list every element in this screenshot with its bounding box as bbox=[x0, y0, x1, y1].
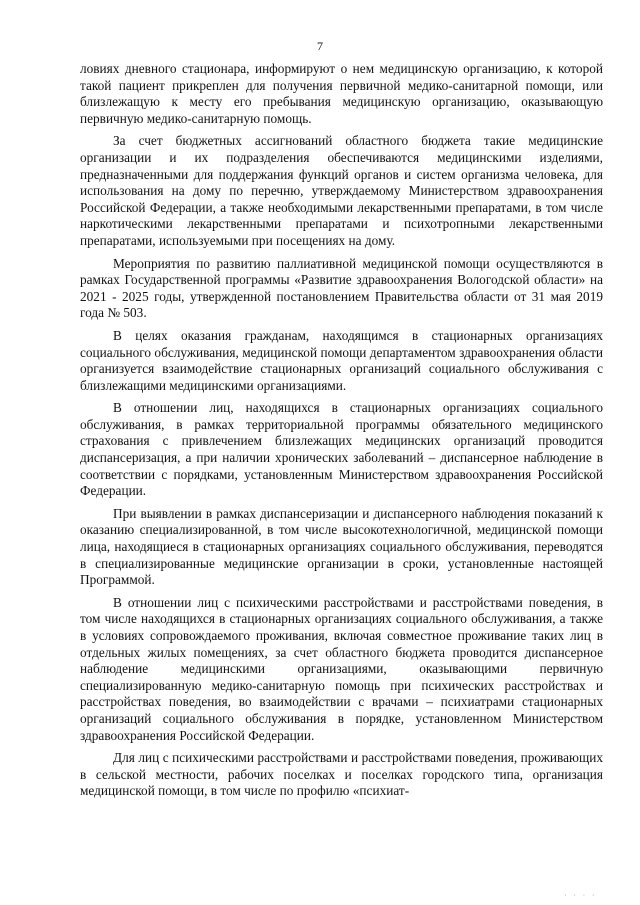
scan-artifact: · · · · bbox=[563, 892, 596, 899]
paragraph-3: Мероприятия по развитию паллиативной медицинской помощи осуществляются в рамках Государственной программы «Развитие здравоохранения Вологодской области» на 2021 - 2025 годы, утвержденной постановлением Правительства области от 31 мая 2019 года № 503. bbox=[80, 255, 603, 321]
paragraph-1: ловиях дневного стационара, информируют о нем медицинскую организацию, к которой такой пациент прикреплен для получения первичной медико-санитарной помощи, или близлежащую к месту его пребывания медицинскую организацию, оказывающую первичную медико-санитарную помощь. bbox=[80, 61, 603, 126]
paragraph-6: При выявлении в рамках диспансеризации и диспансерного наблюдения показаний к оказанию специализированной, в том числе высокотехнологичной, медицинской помощи лица, находящиеся в стационарных организациях социального обслуживания, переводятся в специализированные медицинские организации в сроки, установленные настоящей Программой. bbox=[80, 505, 603, 588]
paragraph-5: В отношении лиц, находящихся в стационарных организациях социального обслуживания, в рамках территориальной программы обязательного медицинского страхования с привлечением близлежащих медицинских организаций проводится диспансеризация, а при наличии хронических заболеваний – диспансерное наблюдение в соответствии с порядками, установленным Министерством здравоохранения Российской Федерации. bbox=[80, 400, 603, 499]
page-number: 7 bbox=[317, 39, 323, 53]
document-body bbox=[80, 61, 603, 806]
paragraph-2: За счет бюджетных ассигнований областного бюджета такие медицинские организации и их подразделения обеспечиваются медицинскими изделиями, предназначенными для поддержания функций органов и систем организма человека, для использования на дому по перечню, утверждаемому Министерством здравоохранения Российской Федерации, а также необходимыми лекарственными препаратами, в том числе наркотическими лекарственными препаратами и психотропными лекарственными препаратами, используемыми при посещениях на дому. bbox=[80, 133, 603, 248]
paragraph-8: Для лиц с психическими расстройствами и расстройствами поведения, проживающих в сельской местности, рабочих поселках и поселках городского типа, организация медицинской помощи, в том числе по профилю «психиат- bbox=[80, 750, 603, 799]
paragraph-4: В целях оказания гражданам, находящимся в стационарных организациях социального обслуживания, медицинской помощи департаментом здравоохранения области организуется взаимодействие стационарных организаций социального обслуживания с близлежащими медицинскими организациями. bbox=[80, 327, 603, 393]
paragraph-7: В отношении лиц с психическими расстройствами и расстройствами поведения, в том числе находящихся в стационарных организациях социального обслуживания, а также в условиях сопровождаемого проживания, включая совместное проживание таких лиц в отдельных жилых помещениях, за счет областного бюджета проводится диспансерное наблюдение медицинскими организациями, оказывающими первичную специализированную медико-санитарную помощь при психических расстройствах и расстройствах поведения, во взаимодействии с врачами – психиатрами стационарных организаций социального обслуживания в порядке, установленном Министерством здравоохранения Российской Федерации. bbox=[80, 594, 603, 743]
